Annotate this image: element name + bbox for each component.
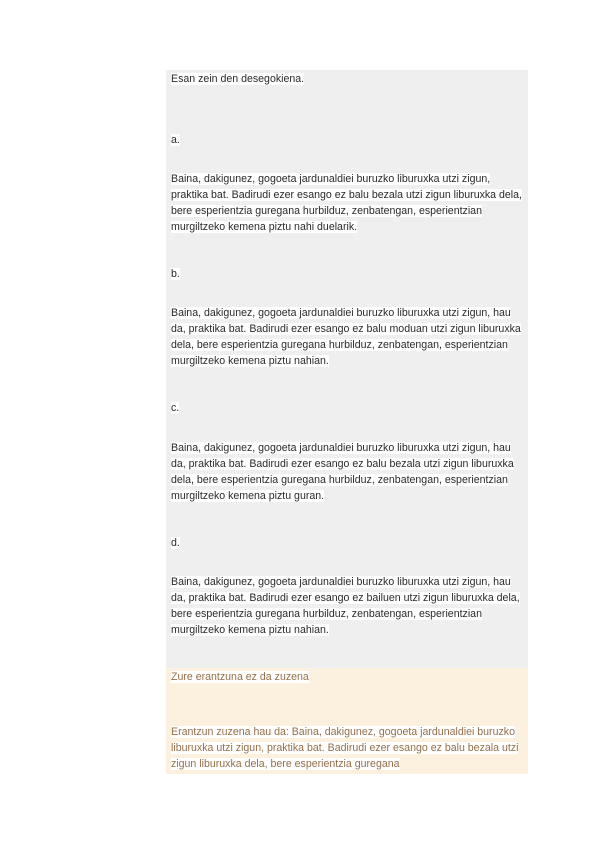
option-a-text[interactable]: Baina, dakigunez, gogoeta jardunaldiei buruzko liburuxka utzi zigun, praktika bat. Badirudi ezer esango ez balu bezala utzi zigun liburuxka dela, bere esperientzia guregana hurbilduz, zenbatengan, esperientzian murgiltzeko kemena piztu nahi duelarik. [171,173,522,233]
feedback-result: Zure erantzuna ez da zuzena [171,671,309,683]
option-b-text[interactable]: Baina, dakigunez, gogoeta jardunaldiei buruzko liburuxka utzi zigun, hau da, praktika bat. Badirudi ezer esango ez balu moduan utzi zigun liburuxka dela, bere esperientzia guregana hurbilduz, zenbatengan, esperientzian murgiltzeko kemena piztu nahian. [171,307,521,367]
feedback-correct-answer: Erantzun zuzena hau da: Baina, dakigunez, gogoeta jardunaldiei buruzko liburuxka utzi zigun, praktika bat. Badirudi ezer esango ez balu bezala utzi zigun liburuxka dela, bere esperientzia guregana [171,726,519,770]
option-a-label[interactable]: a. [171,134,180,146]
option-c-label[interactable]: c. [171,402,180,414]
option-b-label[interactable]: b. [171,268,180,280]
option-c-text[interactable]: Baina, dakigunez, gogoeta jardunaldiei buruzko liburuxka utzi zigun, hau da, praktika bat. Badirudi ezer esango ez balu bezala utzi zigun liburuxka dela, bere esperientzia guregana hurbilduz, zenbatengan, esperientzian murgiltzeko kemena piztu guran. [171,442,514,502]
option-d-label[interactable]: d. [171,537,180,549]
question-prompt: Esan zein den desegokiena. [171,73,305,85]
option-d-text[interactable]: Baina, dakigunez, gogoeta jardunaldiei buruzko liburuxka utzi zigun, hau da, praktika bat. Badirudi ezer esango ez bailuen utzi zigun liburuxka dela, bere esperientzia guregana hurbilduz, zenbatengan, esperientzian murgiltzeko kemena piztu nahian. [171,576,520,636]
